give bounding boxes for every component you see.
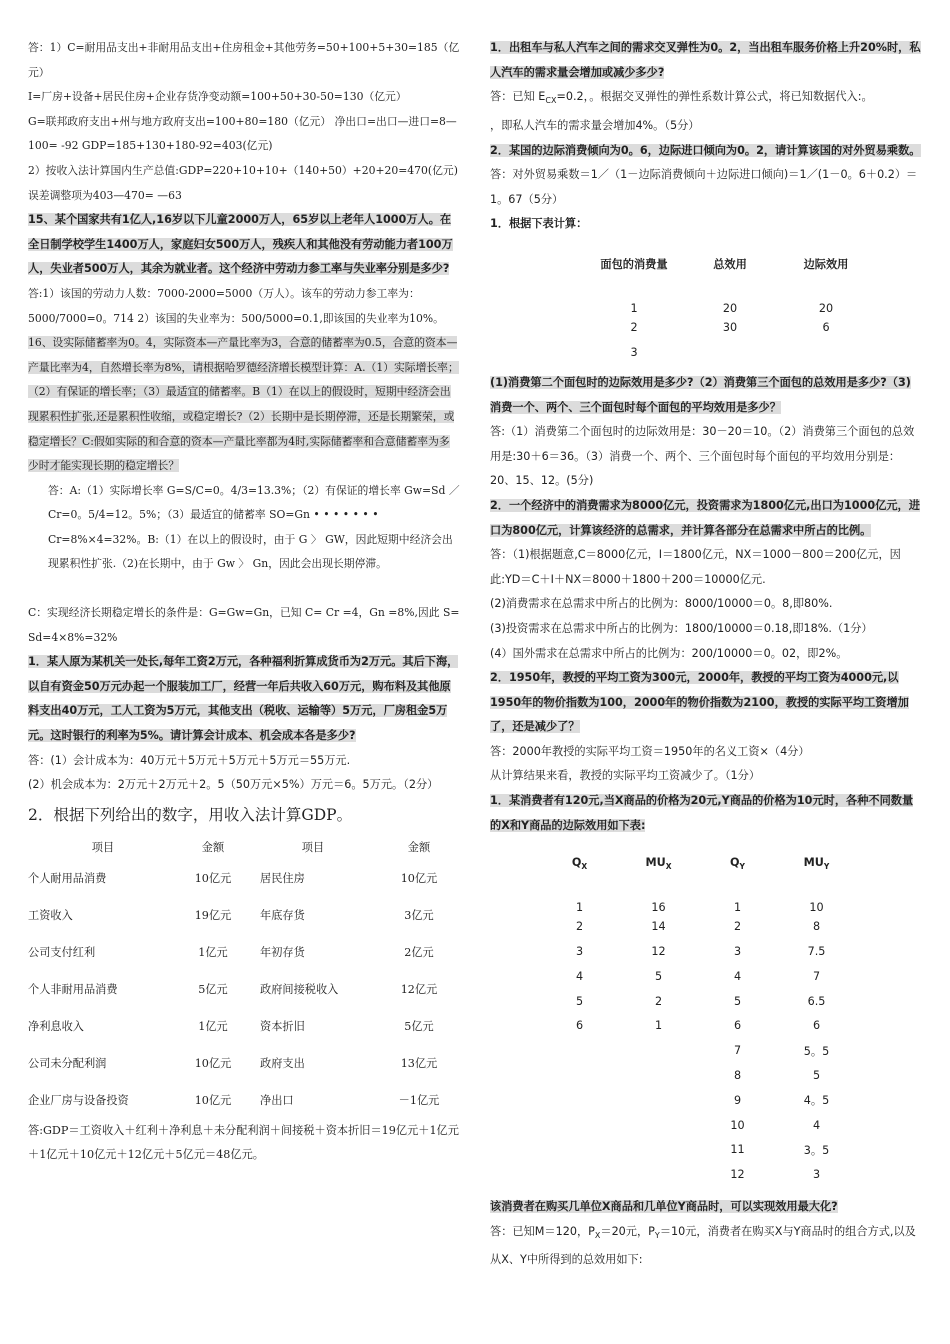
table-cell: 2 bbox=[654, 994, 663, 1008]
table-cell bbox=[619, 1137, 698, 1162]
right-column bbox=[490, 36, 922, 1273]
table-cell: －1亿元 bbox=[398, 1094, 440, 1108]
table-cell: 4 bbox=[733, 969, 742, 983]
table-cell: 3。5 bbox=[803, 1143, 830, 1157]
table-cell: 6 bbox=[733, 1019, 742, 1033]
table-cell: 2 bbox=[733, 920, 742, 934]
table-cell: 2 bbox=[630, 320, 638, 334]
table-cell: 1亿元 bbox=[198, 1020, 228, 1034]
table-cell: 4 bbox=[812, 1118, 821, 1132]
question-utility-combination: 该消费者在购买几单位X商品和几单位Y商品时，可以实现效用最大化? bbox=[490, 1200, 838, 1214]
answer-aggregate-demand-2: (2)消费需求在总需求中所占的比例为：8000/10000＝0。8,即80%. bbox=[490, 597, 833, 611]
gdp-income-table bbox=[28, 834, 460, 1119]
answer-real-wage-1: 答：2000年教授的实际平均工资＝1950年的名义工资×（4分） bbox=[490, 744, 810, 758]
table-cell: 个人耐用品消费 bbox=[28, 872, 107, 886]
table-cell: 8 bbox=[812, 920, 821, 934]
table-cell bbox=[540, 1038, 619, 1063]
table-row bbox=[28, 971, 460, 1008]
marginal-utility-rows bbox=[540, 880, 856, 1187]
answer-cross-elasticity-result: ，即私人汽车的需求量会增加4%。（5分） bbox=[490, 119, 700, 133]
table-cell: 4 bbox=[575, 969, 584, 983]
table-header: 金额 bbox=[407, 840, 431, 854]
table-cell: 13亿元 bbox=[400, 1057, 438, 1071]
table-cell bbox=[619, 1162, 698, 1187]
answer-investment: I=厂房+设备+居民住房+企业存货净变动额=100+50+30-50=130（亿元） bbox=[28, 90, 407, 104]
table-cell: 1 bbox=[575, 901, 584, 915]
table-cell: 1 bbox=[654, 1019, 663, 1033]
table-row bbox=[586, 340, 874, 365]
question-aggregate-demand: 2．一个经济中的消费需求为8000亿元，投资需求为1800亿元,出口为1000亿元，进口为800亿元，计算该经济的总需求，并计算各部分在总需求中所占的比例。 bbox=[490, 498, 920, 537]
table-cell: 20 bbox=[722, 301, 738, 315]
table-cell: 19亿元 bbox=[194, 909, 232, 923]
table-cell: 5亿元 bbox=[198, 983, 228, 997]
table-cell: 4。5 bbox=[803, 1094, 830, 1108]
question-bread-table: 1．根据下表计算： bbox=[490, 217, 588, 231]
answer-15: 答:1）该国的劳动力人数：7000-2000=5000（万人）。该车的劳动力参工率为：5000/7000=0。714 2）该国的失业率为：500/5000=0.1,即该国的失业率为10%。 bbox=[28, 286, 444, 325]
table-cell bbox=[619, 1088, 698, 1113]
table-cell: 净出口 bbox=[260, 1094, 294, 1108]
table-cell: 政府间接税收入 bbox=[260, 983, 339, 997]
table-header: 项目 bbox=[301, 840, 325, 854]
table-header: $MU_Y$ bbox=[803, 855, 830, 871]
table-cell: 10亿元 bbox=[194, 872, 232, 886]
table-cell bbox=[619, 1113, 698, 1138]
table-cell: 12亿元 bbox=[400, 983, 438, 997]
table-cell bbox=[682, 340, 778, 365]
table-cell: 5 bbox=[575, 994, 584, 1008]
question-trade-multiplier: 2．某国的边际消费倾向为0。6，边际进口倾向为0。2，请计算该国的对外贸易乘数。 bbox=[490, 143, 921, 157]
table-cell: 10亿元 bbox=[400, 872, 438, 886]
answer-income-method: 2）按收入法计算国内生产总值:GDP=220+10+10+（140+50）+20+20=470(亿元)误差调整项为403—470= —63 bbox=[28, 163, 458, 202]
table-cell bbox=[540, 1063, 619, 1088]
question-cost: 1．某人原为某机关一处长,每年工资2万元，各种福利折算成货币为2万元。其后下海，以自有资金50万元办起一个服装加工厂，经营一年后共收入60万元，购布料及其他原料支出40万元，工人工资为5万元，其他支出（税收、运输等）5万元，厂房租金5万元。这时银行的利率为5%。请计算会计成本、机会成本各是多少? bbox=[28, 655, 459, 743]
table-cell: 1 bbox=[733, 901, 742, 915]
table-cell bbox=[778, 340, 874, 365]
table-row bbox=[540, 1038, 856, 1063]
table-cell: 1 bbox=[630, 301, 638, 315]
table-cell: 5 bbox=[733, 994, 742, 1008]
question-15: 15、某个国家共有1亿人,16岁以下儿童2000万人，65岁以上老年人1000万人。在全日制学校学生1400万人，家庭妇女500万人，残疾人和其他没有劳动能力者100万人，失业者500万人，其余为就业者。这个经济中劳动力参工率与失业率分别是多少? bbox=[28, 213, 453, 276]
table-cell: 年初存货 bbox=[260, 946, 305, 960]
bread-utility-table bbox=[586, 247, 874, 365]
table-cell: 资本折旧 bbox=[260, 1020, 305, 1034]
table-row bbox=[540, 964, 856, 989]
question-cross-elasticity: 1．出租车与私人汽车之间的需求交叉弹性为0。2，当出租车服务价格上升20%时，私人汽车的需求量会增加或减少多少? bbox=[490, 41, 921, 79]
table-cell: 10 bbox=[730, 1118, 745, 1132]
table-cell: 居民住房 bbox=[260, 872, 305, 886]
table-cell: 3 bbox=[630, 345, 638, 359]
answer-accounting-cost: 答：(1）会计成本为：40万元＋5万元＋5万元＋5万元＝55万元. bbox=[28, 753, 351, 767]
table-cell: 工资收入 bbox=[28, 909, 73, 923]
answer-cross-elasticity: 答：已知 $E_{CX}=0.2$，。根据交叉弹性的弹性系数计算公式，将已知数据代入:。 bbox=[490, 90, 873, 106]
table-row bbox=[28, 1082, 460, 1119]
table-cell: 6 bbox=[575, 1019, 584, 1033]
table-cell: 2亿元 bbox=[404, 946, 434, 960]
answer-government: G=联邦政府支出+州与地方政府支出=100+80=180（亿元） 净出口=出口—进口=8—100= -92 GDP=185+130+180-92=403(亿元) bbox=[28, 114, 457, 153]
table-cell: 10亿元 bbox=[194, 1057, 232, 1071]
table-cell: 3 bbox=[575, 944, 584, 958]
table-cell: 年底存货 bbox=[260, 909, 305, 923]
table-row bbox=[28, 897, 460, 934]
table-cell: 政府支出 bbox=[260, 1057, 305, 1071]
table-cell: 7 bbox=[733, 1044, 742, 1058]
answer-utility-max: 答：已知M＝120，$P_X=20$元，$P_Y=10$元，消费者在购买X与Y商品时的组合方式,以及从X、Y中所得到的总效用如下: bbox=[490, 1224, 916, 1267]
table-header-row bbox=[586, 247, 874, 281]
answer-real-wage-2: 从计算结果来看，教授的实际平均工资减少了。（1分） bbox=[490, 769, 761, 783]
table-row bbox=[540, 1063, 856, 1088]
table-cell: 9 bbox=[733, 1093, 742, 1107]
table-cell: 5。5 bbox=[803, 1044, 830, 1058]
table-cell: 10亿元 bbox=[194, 1094, 232, 1108]
table-header: $MU_X$ bbox=[645, 855, 672, 871]
table-cell: 7.5 bbox=[807, 944, 826, 958]
table-header-row bbox=[540, 846, 856, 880]
table-cell: 12 bbox=[730, 1168, 745, 1182]
table-row bbox=[586, 281, 874, 315]
table-header: 金额 bbox=[201, 840, 225, 854]
table-cell: 6 bbox=[812, 1019, 821, 1033]
table-row bbox=[540, 989, 856, 1014]
table-header: $Q_X$ bbox=[571, 855, 588, 871]
table-row bbox=[540, 939, 856, 964]
table-cell bbox=[540, 1162, 619, 1187]
table-cell: 2 bbox=[575, 920, 584, 934]
question-gdp-income: 2．根据下列给出的数字，用收入法计算GDP。 bbox=[28, 805, 353, 824]
table-row bbox=[28, 934, 460, 971]
table-row bbox=[540, 1113, 856, 1138]
question-real-wage: 2．1950年，教授的平均工资为300元，2000年，教授的平均工资为4000元,以1950年的物价指数为100，2000年的物价指数为2100，教授的实际平均工资增加了，还是减少了？ bbox=[490, 671, 909, 734]
table-cell: 3 bbox=[812, 1168, 821, 1182]
table-row bbox=[540, 914, 856, 939]
table-cell: 企业厂房与设备投资 bbox=[28, 1094, 129, 1108]
table-cell: 30 bbox=[722, 320, 738, 334]
table-row bbox=[540, 880, 856, 914]
marginal-utility-table bbox=[540, 846, 856, 1187]
answer-bread: 答:（1）消费第二个面包时的边际效用是：30－20＝10。（2）消费第三个面包的总效用是:30＋6＝36。（3）消费一个、两个、三个面包时每个面包的平均效用分别是：20、15、12。(5分) bbox=[490, 425, 915, 488]
table-row bbox=[540, 1013, 856, 1038]
table-cell: 10 bbox=[809, 901, 824, 915]
table-row bbox=[540, 1088, 856, 1113]
table-cell: 个人非耐用品消费 bbox=[28, 983, 118, 997]
table-header: $Q_Y$ bbox=[730, 855, 745, 871]
table-cell: 净利息收入 bbox=[28, 1020, 84, 1034]
table-row bbox=[28, 1008, 460, 1045]
question-16: 16、设实际储蓄率为0。4，实际资本—产量比率为3，合意的储蓄率为0.5，合意的资本—产量比率为4，自然增长率为8%，请根据哈罗德经济增长模型计算：A.（1）实际增长率；（2）有保证的增长率；（3）最适宜的储蓄率。B（1）在以上的假设时，短期中经济会出现累积性扩张,还是累积性收缩，或稳定增长?（2）长期中是长期停滞，还是长期繁荣，或稳定增长？C:假如实际的和合意的资本—产量比率都为4时,实际储蓄率和合意储蓄率为多少时才能实现长期的稳定增长？ bbox=[28, 336, 459, 473]
table-header: 边际效用 bbox=[803, 257, 849, 271]
table-cell: 公司支付红利 bbox=[28, 946, 96, 960]
table-cell: 7 bbox=[812, 969, 821, 983]
table-cell: 公司未分配利润 bbox=[28, 1057, 107, 1071]
answer-aggregate-demand-1: 答：（1)根据题意,C＝8000亿元，I＝1800亿元，NX＝1000－800＝200亿元，因此:YD＝C＋I＋NX＝8000＋1800＋200＝10000亿元. bbox=[490, 548, 901, 586]
answer-consumption: 答：1）C=耐用品支出+非耐用品支出+住房租金+其他劳务=50+100+5+30=185（亿元） bbox=[28, 41, 460, 79]
table-header: 面包的消费量 bbox=[600, 257, 668, 271]
answer-trade-multiplier: 答：对外贸易乘数＝1／（1－边际消费倾向＋边际进口倾向)＝1／(1－0。6＋0.2）＝1。67（5分） bbox=[490, 168, 918, 206]
table-cell bbox=[619, 1038, 698, 1063]
table-row bbox=[540, 1137, 856, 1162]
answer-aggregate-demand-3: (3)投资需求在总需求中所占的比例为：1800/10000＝0.18,即18%.（1分） bbox=[490, 621, 873, 635]
table-cell: 6 bbox=[822, 320, 830, 334]
table-row bbox=[586, 315, 874, 340]
table-cell: 14 bbox=[651, 920, 666, 934]
table-cell: 5亿元 bbox=[404, 1020, 434, 1034]
answer-16-ab: 答：A:（1）实际增长率 G=S/C=0。4/3=13.3%；（2）有保证的增长率 Gw=Sd ／Cr=0。5/4=12。5%；（3）最适宜的储蓄率 SO=Gn • • • • • • • Cr=8%×4=32%。B:（1）在以上的假设时，由于 G 〉 GW，因此短期中经济会出现累积性扩张.（2)在长期中，由于 Gw 〉 Gn，因此会出现长期停滞。 bbox=[48, 483, 460, 571]
answer-16-c: C：实现经济长期稳定增长的条件是：G=Gw=Gn，已知 C= Cr =4，Gn =8%,因此 S= Sd=4×8%=32% bbox=[28, 606, 460, 644]
table-cell: 16 bbox=[651, 901, 666, 915]
table-cell bbox=[619, 1063, 698, 1088]
left-column bbox=[28, 36, 460, 1168]
table-cell: 1亿元 bbox=[198, 946, 228, 960]
table-cell bbox=[540, 1088, 619, 1113]
answer-gdp-income: 答:GDP＝工资收入＋红利＋净利息＋未分配利润＋间接税＋资本折旧＝19亿元＋1亿元＋1亿元＋10亿元＋12亿元＋5亿元＝48亿元。 bbox=[28, 1123, 459, 1162]
table-cell bbox=[540, 1113, 619, 1138]
question-bread-parts: (1)消费第二个面包时的边际效用是多少?（2）消费第三个面包的总效用是多少?（3)消费一个、两个、三个面包时每个面包的平均效用是多少？ bbox=[490, 375, 911, 414]
answer-opportunity-cost: (2）机会成本为：2万元＋2万元＋2。5（50万元×5%）万元＝6。5万元。（2分） bbox=[28, 778, 439, 792]
table-row bbox=[28, 860, 460, 897]
table-cell: 5 bbox=[654, 969, 663, 983]
table-cell: 11 bbox=[730, 1143, 745, 1157]
table-cell: 8 bbox=[733, 1068, 742, 1082]
table-cell: 3 bbox=[733, 944, 742, 958]
table-cell: 3亿元 bbox=[404, 909, 434, 923]
table-cell: 20 bbox=[818, 301, 834, 315]
question-utility-max: 1．某消费者有120元,当X商品的价格为20元,Y商品的价格为10元时，各种不同数量的X和Y商品的边际效用如下表: bbox=[490, 794, 914, 832]
table-cell bbox=[540, 1137, 619, 1162]
table-header: 项目 bbox=[91, 840, 115, 854]
table-header: 总效用 bbox=[713, 257, 747, 271]
table-header-row bbox=[28, 834, 460, 860]
table-row bbox=[540, 1162, 856, 1187]
answer-aggregate-demand-4: (4）国外需求在总需求中所占的比例为：200/10000＝0。02，即2%。 bbox=[490, 646, 848, 660]
table-cell: 12 bbox=[651, 944, 666, 958]
table-row bbox=[28, 1045, 460, 1082]
table-cell: 6.5 bbox=[807, 994, 826, 1008]
table-cell: 5 bbox=[812, 1068, 821, 1082]
